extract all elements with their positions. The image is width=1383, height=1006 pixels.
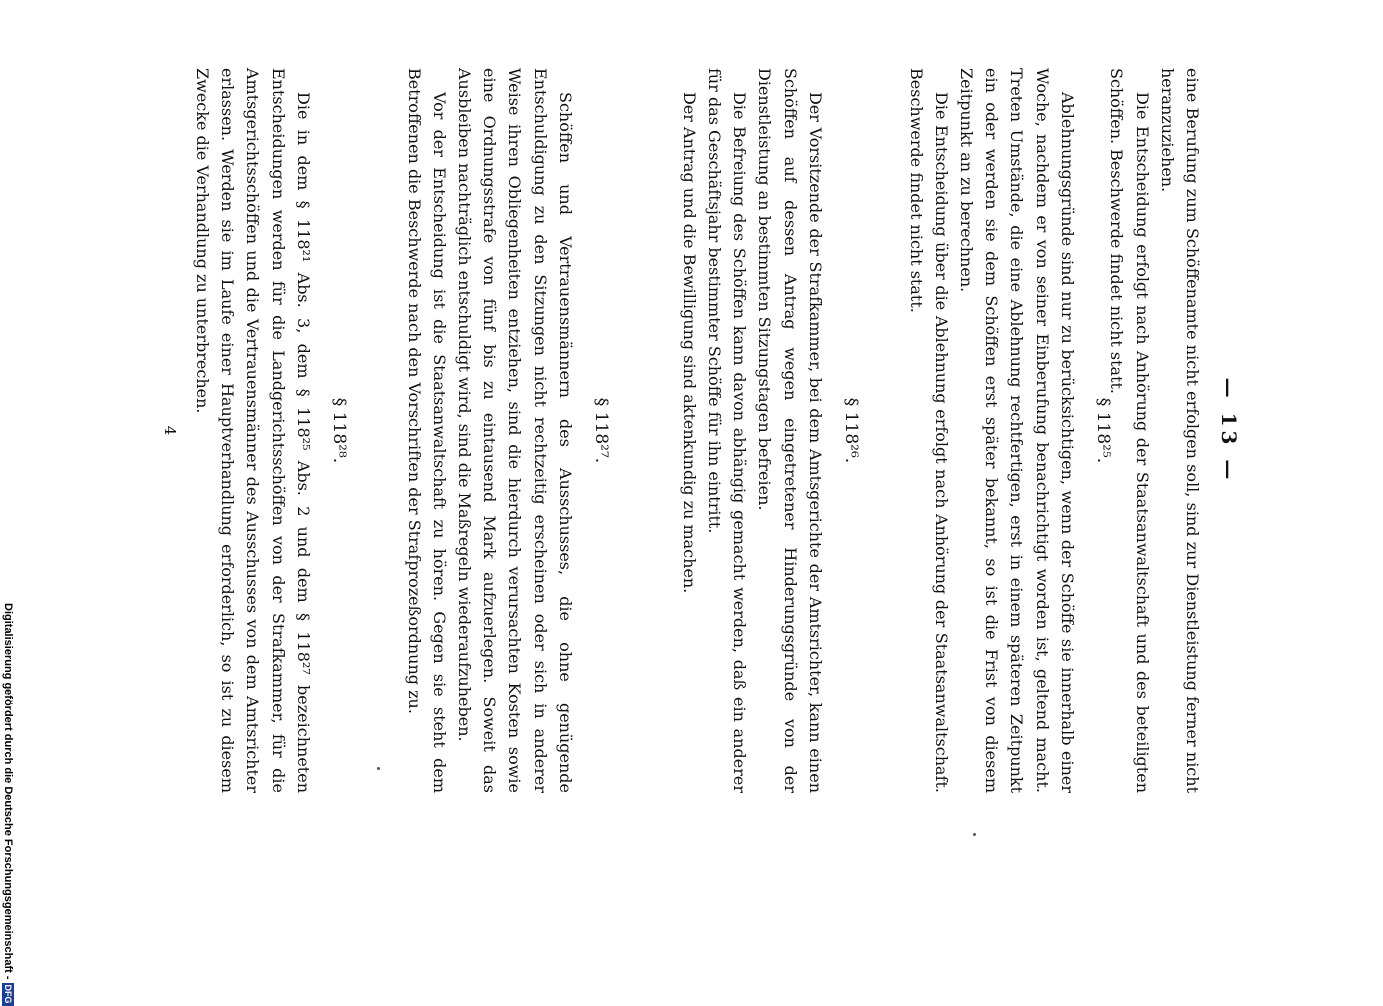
paragraph: Die Entscheidung über die Ablehnung erfolgt nach Anhörung der Staatsanwaltschaft. Beschwerde findet nicht statt. <box>906 68 951 793</box>
paragraph: Ablehnungsgründe sind nur zu berücksichtigen, wenn der Schöffe sie innerhalb einer Woche, nachdem er von seiner Einberufung benachrichtigt worden ist, geltend macht. Treten Umstände, die eine Ablehnung rechtfertigen, erst in einem späteren Zeitpunkt ein oder werden sie dem Schöffen erst später bekannt, so ist die Frist von diesem Zeitpunkt an zu berechnen. <box>956 68 1077 793</box>
signature-mark: 4 <box>161 425 179 436</box>
paragraph: Der Vorsitzende der Strafkammer, bei dem Amtsgerichte der Amtsrichter, kann einen Schöffen auf dessen Antrag wegen eingetretener Hinderungsgründe von der Dienstleistung an bestimmten Sitzungstagen befreien. <box>755 68 825 793</box>
paragraph: eine Berufung zum Schöffenamte nicht erfolgen soll, sind zur Dienstleistung ferner nicht heranzuziehen. <box>1157 68 1202 793</box>
scan-speck <box>973 833 976 836</box>
section-118-28 <box>190 68 351 793</box>
section-118-25 <box>903 68 1115 793</box>
section-118-26 <box>677 68 863 793</box>
section-heading: § 118²⁶. <box>841 397 861 464</box>
paragraph: Schöffen und Vertrauensmännern des Ausschusses, die ohne genügende Entschuldigung zu den Sitzungen nicht rechtzeitig erscheinen oder sich in anderer Weise ihren Obliegenheiten entziehen, sind die hierdurch verursachten Kosten sowie eine Ordnungsstrafe von fünf bis zu eintausend Mark aufzuerlegen. Soweit das Ausbleiben nachträglich entschuldigt wird, sind die Maßregeln wiederaufzuheben. <box>454 68 575 793</box>
paragraph: Die Befreiung des Schöffen kann davon abhängig gemacht werden, daß ein anderer für das Geschäftsjahr bestimmter Schöffe für ihn eintritt. <box>704 68 750 793</box>
paragraph: Der Antrag und die Bewilligung sind aktenkundig zu machen. <box>679 92 699 594</box>
page-number-header: — 13 — <box>1217 377 1241 484</box>
dfg-logo-icon: DFG <box>3 984 13 1004</box>
scan-speck <box>377 767 380 770</box>
section-118-27 <box>401 68 613 793</box>
section-heading: § 118²⁸. <box>329 397 349 464</box>
section-heading: § 118²⁷. <box>591 397 611 464</box>
rotated-page <box>131 68 1241 793</box>
section-intro <box>1104 68 1205 793</box>
paragraph: Die Entscheidung erfolgt nach Anhörung der Staatsanwaltschaft und des beteiligten Schöffen. Beschwerde findet nicht statt. <box>1107 68 1152 793</box>
paragraph: Vor der Entscheidung ist die Staatsanwaltschaft zu hören. Gegen sie steht dem Betroffenen die Beschwerde nach den Vorschriften der Strafprozeßordnung zu. <box>404 68 449 793</box>
dfg-credit-line <box>0 603 16 1004</box>
dfg-credit-text: Digitalisierung gefördert durch die Deutsche Forschungsgemeinschaft - <box>2 603 14 980</box>
section-heading: § 118²⁵. <box>1093 397 1113 464</box>
paragraph: Die in dem § 118²¹ Abs. 3, dem § 118²⁵ Abs. 2 und dem § 118²⁷ bezeichneten Entscheidungen werden für die Landgerichtsschöffen von der Strafkammer, für die Amtsgerichtsschöffen und die Vertrauensmänner des Ausschusses von dem Amtsrichter erlassen. Werden sie im Laufe einer Hauptverhandlung erforderlich, so ist zu diesem Zwecke die Verhandlung zu unterbrechen. <box>192 68 313 793</box>
